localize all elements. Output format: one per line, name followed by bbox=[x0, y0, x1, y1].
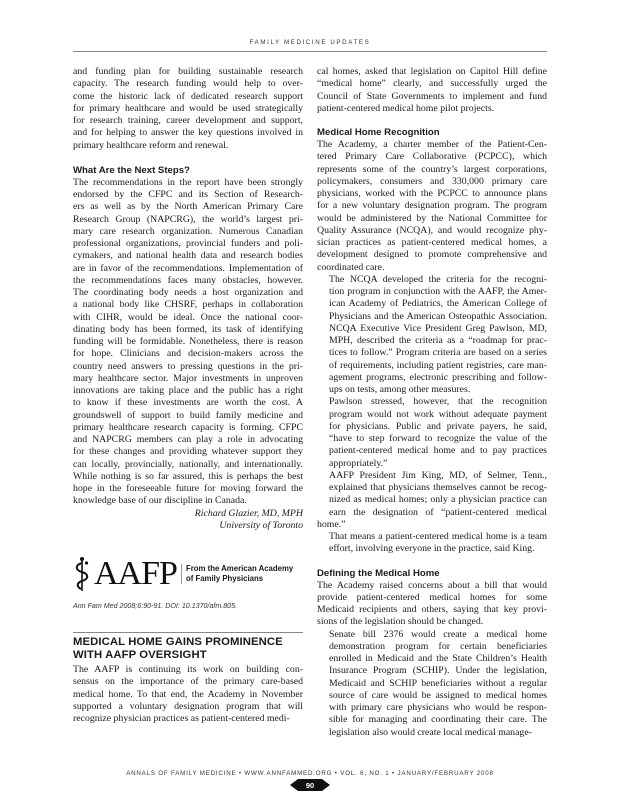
text-line: endorsed by the CFPC and its Section of Research- bbox=[73, 189, 303, 200]
citation: Ann Fam Med 2008;6:90-91. DOI: 10.1370/afm.805. bbox=[73, 602, 238, 610]
text-line: for a new voluntary designation program. The program bbox=[317, 200, 547, 212]
text-line: ican Academy of Pediatrics, the American College of bbox=[329, 298, 547, 310]
text-line: cymakers, and national health data and research bodies bbox=[73, 250, 303, 262]
text-line: demonstration program for certain beneficiaries bbox=[329, 640, 547, 652]
running-head: FAMILY MEDICINE UPDATES bbox=[249, 39, 371, 46]
recognition-paragraph-1 bbox=[317, 139, 547, 274]
text-line: The coordinating body needs a host organization and bbox=[73, 287, 303, 298]
text-line: for hope. Clinicians and decision-makers across the bbox=[73, 348, 303, 360]
aafp-wordmark: AAFP bbox=[94, 555, 177, 592]
recognition-paragraph-3 bbox=[317, 396, 547, 470]
text-line: and funding plan for building sustainable research bbox=[73, 66, 303, 77]
text-line: the recommendations faces many obstacles, however. bbox=[73, 274, 303, 286]
text-line: The NCQA developed the criteria for the recogni- bbox=[329, 273, 547, 285]
text-line: tices to follow.” Program criteria are based on a series bbox=[329, 347, 547, 359]
text-line: That means a patient-centered medical home is a team bbox=[329, 531, 547, 542]
text-line: sions of the legislation should be changed. bbox=[317, 616, 484, 628]
text-line: supported a voluntary designation program that will bbox=[73, 700, 303, 712]
right-column bbox=[317, 66, 547, 739]
text-line: for these changes and providing whatever support they bbox=[73, 446, 303, 458]
text-line: groundswell of support to build family medicine and bbox=[73, 409, 303, 421]
text-line: funding will be formidable. Nonetheless, there is reason bbox=[73, 336, 303, 347]
text-line: primary healthcare reform and renewal. bbox=[73, 139, 229, 151]
section-heading-recognition: Medical Home Recognition bbox=[317, 127, 440, 138]
text-line: physicians, worked with the PCPCC to announce plans bbox=[317, 188, 547, 199]
section-heading-defining: Defining the Medical Home bbox=[317, 567, 440, 579]
text-line: Physicians and the American Osteopathic Association. bbox=[329, 310, 547, 322]
text-line: professional organizations, provincial funders and poli- bbox=[73, 238, 303, 249]
defining-paragraph-2 bbox=[317, 629, 547, 739]
caduceus-icon bbox=[73, 556, 91, 592]
aafp-logo bbox=[73, 554, 303, 594]
text-line: MPH, described the criteria as a “roadmap for prac- bbox=[329, 335, 547, 346]
text-line: innovations are taking place and the public has a right bbox=[73, 385, 303, 396]
text-line: for primary healthcare and would be used strategically bbox=[73, 102, 303, 114]
text-line: mary care research organization. Numerous Canadian bbox=[73, 225, 303, 237]
text-line: Insurance Program (SCHIP). Under the legislation, bbox=[329, 665, 547, 677]
header-rule bbox=[73, 51, 547, 52]
text-line: dinating body has been formed, its task of identifying bbox=[73, 323, 303, 335]
text-line: “have to step forward to recognize the value of the bbox=[329, 433, 547, 444]
text-line: effort, involving everyone in the practice, said King. bbox=[329, 543, 535, 555]
text-line: enrolled in Medicaid and the State Children’s Health bbox=[329, 653, 547, 664]
text-line: patient-centered medical home and to pay practices bbox=[329, 445, 547, 457]
text-line: Council of State Governments to implement and fund bbox=[317, 90, 547, 102]
text-line: source of care would be assigned to medical homes bbox=[329, 689, 547, 701]
text-line: a national body like CHSRF, perhaps in collaboration bbox=[73, 299, 303, 311]
text-line: of requirements, including patient registries, care man- bbox=[329, 359, 547, 371]
text-line: patient-centered medical home pilot projects. bbox=[317, 102, 495, 114]
page-footer: ANNALS OF FAMILY MEDICINE • WWW.ANNFAMMED.ORG • VOL. 6, NO. 1 • JANUARY/FEBRUARY 2008 bbox=[126, 770, 494, 777]
author-affiliation: University of Toronto bbox=[219, 519, 303, 531]
text-line: for research training, career development and support, bbox=[73, 115, 303, 126]
recognition-paragraph-4 bbox=[317, 470, 547, 556]
text-line: sible for managing and coordinating their care. The bbox=[329, 714, 547, 726]
text-line: AAFP President Jim King, MD, of Selmer, Tenn., bbox=[329, 469, 547, 481]
text-line: for physicians. Public and private payers, he said, bbox=[329, 420, 547, 432]
text-line: cal homes, asked that legislation on Capitol Hill define bbox=[317, 66, 547, 77]
text-line: ers as well as by the North American Primary Care bbox=[73, 201, 303, 213]
text-line: While nothing is so far assured, this is perhaps the best bbox=[73, 470, 303, 482]
text-line: provide patient-centered medical homes for some bbox=[317, 591, 547, 603]
text-line: with primary care physicians who would be respon- bbox=[329, 702, 547, 713]
text-line: sician practices as patient-centered medical homes, a bbox=[317, 237, 547, 248]
text-line: earn the designation of “patient-centered medical home.” bbox=[317, 506, 547, 530]
text-line: knowledge base of our discipline in Canada. bbox=[73, 495, 247, 507]
text-line: program would not work without adequate payment bbox=[329, 408, 547, 420]
defining-paragraph-1 bbox=[317, 580, 547, 629]
text-line: explained that physicians themselves cannot be recog- bbox=[329, 482, 547, 493]
text-line: The AAFP is continuing its work on building con- bbox=[73, 664, 303, 675]
text-line: ups on tests, among other measures. bbox=[329, 384, 471, 395]
text-line: The recommendations in the report have been strongly bbox=[73, 176, 303, 188]
text-line: are in favor of the recommendations. Implementation of bbox=[73, 262, 303, 274]
text-line: agement programs, electronic prescribing and follow- bbox=[329, 371, 547, 383]
text-line: Quality Assurance (NCQA), and would recognize phy- bbox=[317, 224, 547, 236]
text-line: represents some of the country’s largest corporations, bbox=[317, 163, 547, 175]
text-line: NCQA Executive Vice President Greg Pawlson, MD, bbox=[329, 322, 547, 334]
left-column bbox=[73, 66, 303, 725]
text-line: would be administered by the National Committee for bbox=[317, 212, 547, 224]
text-line: can locally, provincially, nationally, and internationally. bbox=[73, 458, 303, 470]
next-steps-paragraph bbox=[73, 177, 303, 508]
text-line: tered Primary Care Collaborative (PCPCC), which bbox=[317, 151, 547, 163]
text-line: recognize physician practices as patient-centered medi- bbox=[73, 713, 290, 724]
text-line: legislation also would create local medical manage- bbox=[329, 726, 532, 738]
text-line: tion program in conjunction with the AAFP, the Amer- bbox=[329, 286, 547, 297]
text-line: Senate bill 2376 would create a medical home bbox=[329, 628, 547, 640]
text-line: medical home. To that end, the Academy in November bbox=[73, 688, 303, 700]
article-title: MEDICAL HOME GAINS PROMINENCE WITH AAFP OVERSIGHT bbox=[73, 636, 283, 661]
text-line: The Academy, a charter member of the Patient-Cen- bbox=[317, 139, 547, 150]
author-name: Richard Glazier, MD, MPH bbox=[194, 507, 303, 519]
text-line: with CIHR, would be ideal. Once the national coor- bbox=[73, 311, 303, 323]
text-line: Research Group (NAPCRG), the world’s largest pri- bbox=[73, 213, 303, 225]
article-intro-paragraph bbox=[73, 664, 303, 725]
text-line: mary healthcare sector. Major investments in unproven bbox=[73, 372, 303, 384]
text-line: come the historic lack of dedicated research support bbox=[73, 90, 303, 102]
text-line: sensus on the importance of the primary care-based bbox=[73, 676, 303, 688]
text-line: appropriately.” bbox=[329, 457, 388, 469]
text-line: Medicaid recipients and others, saying that key provi- bbox=[317, 604, 547, 615]
text-line: policymakers, consumers and 330,000 primary care bbox=[317, 175, 547, 187]
recognition-paragraph-2 bbox=[317, 274, 547, 397]
text-line: nized as medical homes; only a physician practice can bbox=[329, 494, 547, 506]
aafp-tagline: From the American Academy of Family Physicians bbox=[181, 564, 293, 584]
text-line: and NAPCRG members can play a role in advocating bbox=[73, 434, 303, 445]
text-line: coordinated care. bbox=[317, 261, 385, 273]
continuation-paragraph bbox=[73, 66, 303, 152]
text-line: and for helping to answer the key questions involved in bbox=[73, 127, 303, 139]
text-line: hope in the foreseeable future for moving forward the bbox=[73, 483, 303, 494]
text-line: primary healthcare research capacity is forming. CFPC bbox=[73, 421, 303, 433]
text-line: Pawlson stressed, however, that the recognition bbox=[329, 396, 547, 408]
text-line: Medicaid and SCHIP beneficiaries without a regular bbox=[329, 677, 547, 689]
text-line: to know if these investments are worth the cost. A bbox=[73, 397, 303, 409]
continuation-paragraph bbox=[317, 66, 547, 115]
text-line: “medical home” clearly, and successfully urged the bbox=[317, 78, 547, 90]
text-line: country need answers to pressing questions in the pri- bbox=[73, 360, 303, 372]
text-line: development designed to promote comprehensive and bbox=[317, 249, 547, 261]
section-heading-next-steps: What Are the Next Steps? bbox=[73, 164, 190, 176]
text-line: The Academy raised concerns about a bill that would bbox=[317, 579, 547, 591]
text-line: capacity. The research funding would help to over- bbox=[73, 78, 303, 90]
page-number: 90 bbox=[305, 781, 315, 790]
